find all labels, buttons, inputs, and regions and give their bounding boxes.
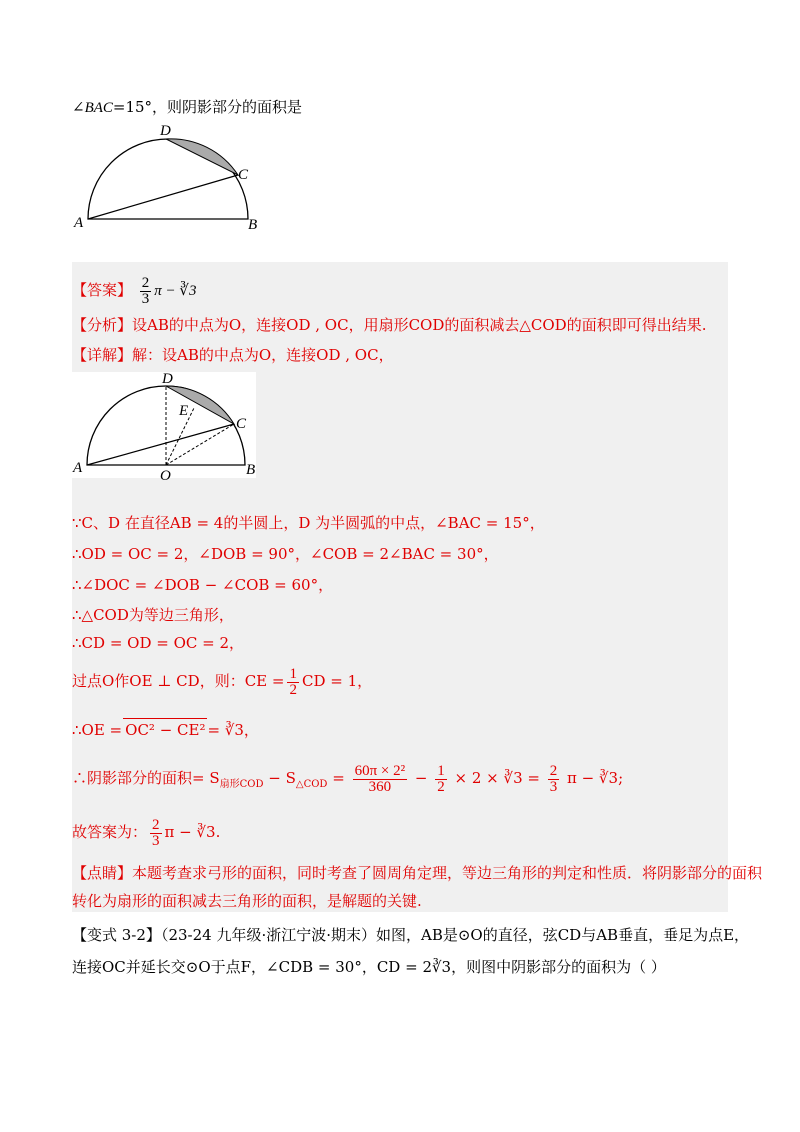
comment-tag: 【点睛】 [72, 864, 133, 882]
fig2-label-e: E [179, 403, 189, 419]
step-7: ∴OE = OC² − CE² = ∛3， [72, 718, 259, 741]
fig2-label-b: B [246, 462, 256, 478]
figure-semicircle-1 [72, 120, 272, 235]
comment-line-2: 转化为扇形的面积减去三角形的面积，是解题的关键. [72, 892, 422, 910]
step-1: ∵C、D 在直径AB = 4的半圆上，D 为半圆弧的中点，∠BAC = 15°， [72, 514, 545, 532]
fig1-label-a: A [74, 215, 84, 231]
step-8: ∴阴影部分的面积= $S_{扇形COD} - S_{\triangle COD}$ = $\frac{\text{60π × 2²}}{360}$ − $\frac{1}{2}$ × 2 × ∛3 = $\frac{2}{3}$ π − ∛3; [72, 762, 624, 795]
angle-bac: ∠BAC [72, 100, 113, 116]
step-5: ∴CD = OD = OC = 2， [72, 634, 245, 652]
answer-tag: 【答案】 [72, 281, 133, 299]
detail-line [72, 344, 394, 366]
fig2-label-d: D [162, 372, 173, 387]
step8-fraction-2: $\frac{1}{2}$ [437, 762, 445, 795]
variant-line-1: 【变式 3-2】（23-24 九年级·浙江宁波·期末）如图，AB是⊙O的直径，弦CD与AB垂直，垂足为点E， [72, 926, 750, 944]
final-answer-line: 故答案为： $\frac{2}{3}$ π − ∛3. [72, 816, 221, 849]
fig2-label-c: C [236, 416, 247, 432]
question-tail [72, 96, 302, 119]
variant-line-2: 连接OC并延长交⊙O于点F，∠CDB = 30°，CD = 2∛3，则图中阴影部分的面积为（ ） [72, 958, 666, 976]
step-4: ∴△COD为等边三角形， [72, 606, 234, 624]
final-fraction: $\frac{2}{3}$ [152, 816, 160, 849]
analysis-tag: 【分析】 [72, 316, 133, 334]
fig1-label-d: D [160, 123, 171, 139]
variant-tag: 【变式 3-2】 [72, 926, 161, 944]
answer-line [72, 272, 197, 309]
fig2-label-a: A [73, 460, 83, 476]
step8-fraction-3: $\frac{2}{3}$ [549, 762, 558, 795]
fig1-label-b: B [248, 217, 258, 233]
detail-tag: 【详解】 [72, 346, 133, 364]
step7-radical: OC² − CE² [123, 718, 207, 741]
step-6: 过点O作OE ⊥ CD，则：CE = $\frac{1}{2}$ CD = 1， [72, 665, 373, 698]
figure-semicircle-2 [72, 372, 262, 480]
step8-fraction-1: $\frac{\text{60π × 2²}}{360}$ [354, 762, 406, 795]
analysis-line [72, 314, 706, 336]
fig2-label-o: O [160, 468, 171, 480]
answer-fraction: $\frac{2}{3}$ [141, 274, 150, 307]
analysis-text: 设AB的中点为O，连接OD , OC，用扇形COD的面积减去△COD的面积即可得出结果. [132, 316, 707, 334]
step-2: ∴OD = OC = 2，∠DOB = 90°，∠COB = 2∠BAC = 30°， [72, 545, 499, 563]
answer-tail: π − ∛3 [154, 283, 197, 299]
step-3: ∴∠DOC = ∠DOB − ∠COB = 60°， [72, 576, 334, 594]
question-text: =15°，则阴影部分的面积是 [112, 98, 303, 116]
fig1-label-c: C [238, 167, 249, 183]
step6-fraction: $\frac{1}{2}$ [289, 665, 297, 698]
comment-line-1: 【点睛】本题考查求弓形的面积，同时考查了圆周角定理，等边三角形的判定和性质．将阴影部分的面积 [72, 864, 763, 882]
detail-text: 解：设AB的中点为O，连接OD , OC， [132, 346, 394, 364]
